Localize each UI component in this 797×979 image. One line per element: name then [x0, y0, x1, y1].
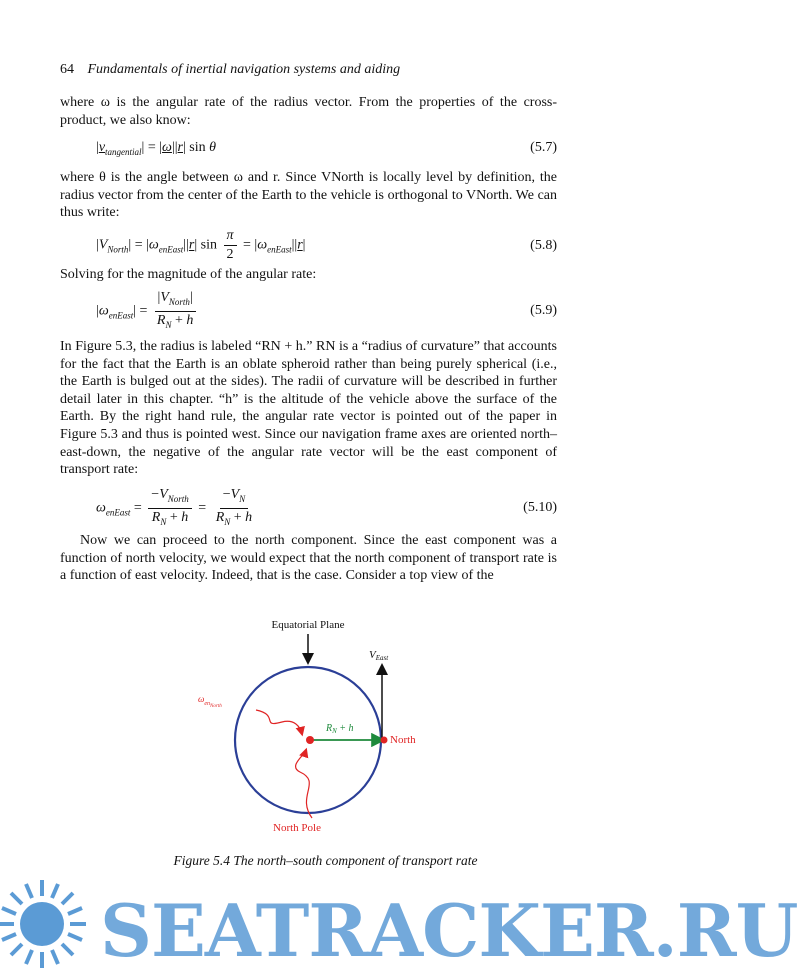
equation-5-10 — [96, 487, 557, 530]
equatorial-plane-label: Equatorial Plane — [271, 619, 345, 631]
equation-number: (5.9) — [530, 303, 557, 319]
equation-number: (5.10) — [523, 500, 557, 516]
paragraph-5: Now we can proceed to the north component. Since the east component was a function of north velocity, we would expect that the north component of transport rate is a function of east velocity. Indeed, that is the case. Consider a top view of the — [60, 533, 557, 584]
v-east-label: VEast — [369, 649, 389, 662]
figure-caption: Figure 5.4 The north–south component of transport rate — [173, 853, 478, 868]
book-title: Fundamentals of inertial navigation systems and aiding — [87, 62, 401, 77]
paragraph-3: Solving for the magnitude of the angular rate: — [60, 267, 317, 282]
equation-5-9 — [96, 290, 557, 333]
north-label: North — [390, 734, 416, 746]
running-header — [60, 62, 400, 78]
omega-label: $\omega_{enNorth}$ — [198, 694, 222, 709]
paragraph-4: In Figure 5.3, the radius is labeled “RN + h.” RN is a “radius of curvature” that accounts for the fact that the Earth is an oblate spheroid rather than being purely spherical (i.e., the Earth is bulged out at the sides). The radii of curvature will be described in further detail later in this chapter. “h” is the altitude of the vehicle above the surface of the Earth. By the right hand rule, the angular rate vector is pointed out of the paper in Figure 5.3 and thus is pointed west. Since our navigation frame axes are oriented north–east-down, the negative of the angular rate vector will be the east component of transport rate: — [60, 339, 557, 478]
radius-label: $R_N + h$ — [326, 723, 354, 735]
equation-5-7 — [96, 140, 557, 157]
watermark-text: SEATRACKER.RU — [100, 888, 797, 973]
equation-body: $\omega_{enEast}$ = $\frac{-V_{North}}{R_N + h}$ = $\frac{-V_N}{R_N + h}$ — [96, 487, 253, 527]
paragraph-2: where θ is the angle between ω and r. Since VNorth is locally level by definition, the radius vector from the center of the Earth to the vehicle is orthogonal to VNorth. We can thus write: — [60, 170, 557, 221]
equation-body: $|v_{tangential}| = |\omega||r|$ sin θ — [96, 140, 217, 157]
north-pole-label: North Pole — [273, 822, 321, 834]
omega-pointer — [256, 710, 302, 734]
north-pole-pointer — [296, 750, 312, 818]
figure-5-4 — [60, 610, 557, 850]
page-number: 64 — [60, 62, 74, 77]
equation-body: $|V_{North}| = |\omega_{enEast}||r|$ sin $\frac{\pi}{2}$ = $|\omega_{enEast}||r|$ — [96, 228, 306, 262]
north-point-dot — [381, 737, 388, 744]
equation-number: (5.8) — [530, 237, 557, 253]
vehicle-dot — [306, 736, 314, 744]
equation-body: $|\omega_{enEast}|$ = $\frac{|V_{North}|}{R_N + h}$ — [96, 290, 199, 333]
paragraph-1: where ω is the angular rate of the radius vector. From the properties of the cross-product, we also know: — [60, 95, 557, 128]
equation-number: (5.7) — [530, 140, 557, 156]
equation-5-8 — [96, 228, 557, 263]
